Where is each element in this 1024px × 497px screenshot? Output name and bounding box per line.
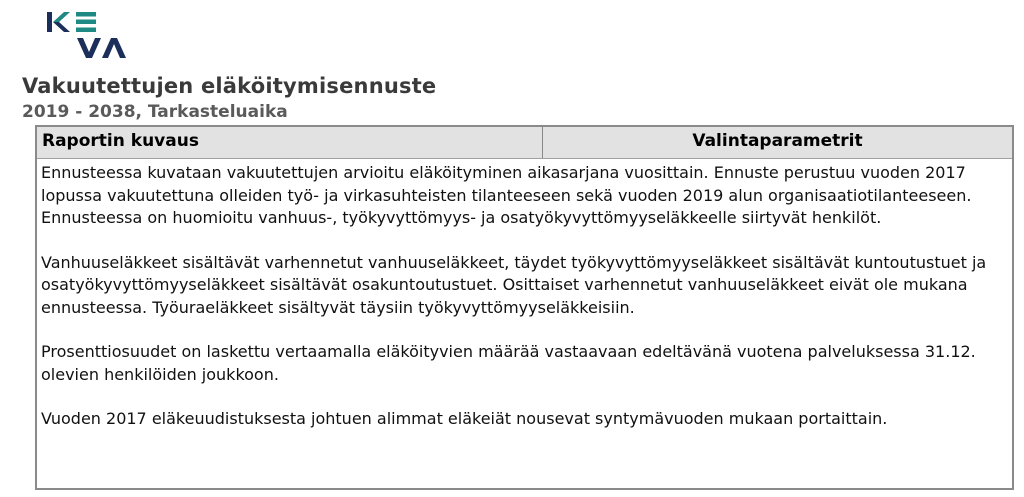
description-paragraph: Prosenttiosuudet on laskettu vertaamalla eläköityvien määrää vastaavaan edeltävänä vuotena palveluksessa 31.12. olevien henkilöiden joukkoon. [41, 342, 976, 384]
description-paragraph: Vanhuuseläkkeet sisältävät varhennetut vanhuuseläkkeet, täydet työkyvyttömyyseläkkeet sisältävät kuntoutustuet ja osatyökyvyttömyyseläkkeet sisältävät osakuntoutustuet. Osittaiset varhennetut vanhuuseläkkeet eivät ole mukana ennusteessa. Työuraeläkkeet sisältyvät täysiin työkyvyttömyyseläkkeisiin. [41, 252, 987, 317]
logo-letter-k [47, 12, 70, 32]
report-subtitle: 2019 - 2038, Tarkasteluaika [22, 102, 288, 122]
keva-logo [44, 8, 134, 60]
logo-letter-a [102, 38, 126, 58]
panel-header [37, 127, 1012, 159]
report-description-panel [35, 125, 1014, 490]
description-body [37, 159, 1012, 431]
description-paragraph: Vuoden 2017 eläkeuudistuksesta johtuen alimmat eläkeiät nousevat syntymävuoden mukaan portaittain. [41, 409, 888, 428]
description-paragraph: Ennusteessa kuvataan vakuutettujen arvioitu eläköityminen aikasarjana vuosittain. Ennuste perustuu vuoden 2017 lopussa vakuutettuna olleiden työ- ja virkasuhteisten tilanteeseen sekä vuoden 2019 alun organisaatiotilanteeseen. Ennusteessa on huomioitu vanhuus-, työkyvyttömyys- ja osatyökyvyttömyyseläkkeelle siirtyvät henkilöt. [41, 163, 972, 227]
report-title: Vakuutettujen eläköitymisennuste [22, 74, 437, 98]
logo-e-bars [76, 12, 96, 32]
logo-letter-v [77, 38, 101, 58]
header-selection-parameters: Valintaparametrit [692, 131, 863, 151]
header-report-description: Raportin kuvaus [37, 127, 543, 158]
